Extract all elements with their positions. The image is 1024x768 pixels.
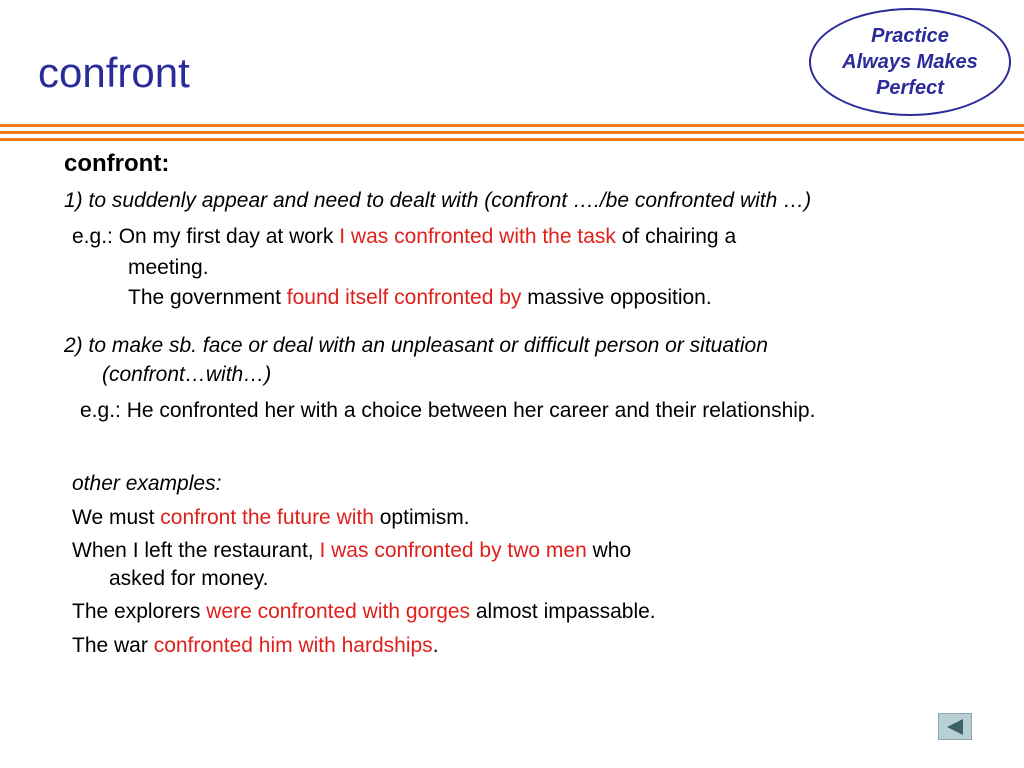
highlighted-phrase: I was confronted by two men: [319, 539, 587, 562]
example-text: The explorers: [72, 600, 207, 623]
other-example-1: [72, 503, 470, 533]
example-text: We must: [72, 506, 161, 529]
motto-line-3: Perfect: [876, 77, 944, 99]
word-heading: confront:: [64, 150, 170, 177]
highlighted-phrase: confronted him with hardships: [153, 634, 433, 657]
divider-line: [0, 131, 1024, 134]
definition-2: 2) to make sb. face or deal with an unpleasant or difficult person or situation: [64, 334, 768, 357]
other-example-2-continuation: asked for money.: [109, 567, 269, 590]
other-example-4: [72, 631, 439, 661]
motto-line-2: Always Makes: [842, 51, 978, 73]
example-1-continuation: meeting.: [128, 256, 209, 279]
highlighted-phrase: were confronted with gorges: [206, 600, 471, 623]
example-text: When I left the restaurant,: [72, 539, 320, 562]
motto-badge: [809, 8, 1011, 116]
highlighted-phrase: confront the future with: [160, 506, 374, 529]
example-text: The war: [72, 634, 154, 657]
divider-line: [0, 138, 1024, 141]
other-example-3: [72, 597, 656, 627]
motto-line-1: Practice: [871, 25, 949, 47]
example-text: optimism.: [373, 506, 470, 529]
back-button[interactable]: [938, 713, 972, 740]
example-text: e.g.: On my first day at work: [72, 225, 340, 248]
example-text: of chairing a: [615, 225, 737, 248]
definition-1: 1) to suddenly appear and need to dealt with (confront …./be confronted with …): [64, 189, 812, 212]
example-2: e.g.: He confronted her with a choice between her career and their relationship.: [80, 399, 816, 422]
example-text: massive opposition.: [521, 286, 712, 309]
triangle-left-icon: [947, 719, 963, 735]
divider-line: [0, 124, 1024, 127]
example-1-line-2: [128, 283, 712, 313]
slide-title: confront: [38, 49, 190, 96]
other-examples-heading: other examples:: [72, 472, 222, 495]
highlighted-phrase: found itself confronted by: [286, 286, 522, 309]
example-text: .: [432, 634, 439, 657]
example-text: The government: [128, 286, 287, 309]
example-1-line: [72, 222, 736, 252]
example-text: who: [586, 539, 632, 562]
definition-2-continuation: (confront…with…): [102, 363, 272, 386]
other-example-2: [72, 536, 631, 566]
example-text: almost impassable.: [470, 600, 656, 623]
highlighted-phrase: I was confronted with the task: [339, 225, 616, 248]
